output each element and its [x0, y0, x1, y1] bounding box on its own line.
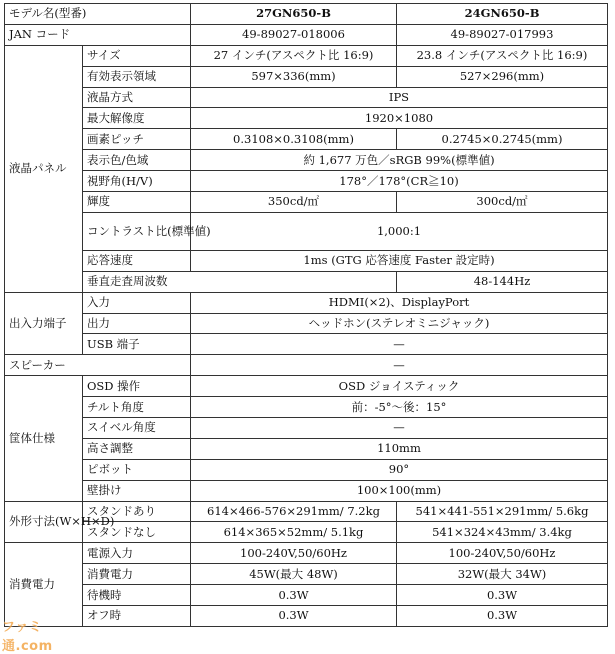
cell-shared: 48-144Hz [397, 271, 608, 292]
table-row [5, 129, 608, 150]
cell-a: 0.3W [191, 585, 397, 606]
table-row [5, 585, 608, 606]
group-label: 外形寸法(W×H×D) [5, 501, 83, 543]
table-row [5, 192, 608, 213]
group-label: 液晶パネル [5, 45, 83, 292]
table-row [5, 171, 608, 192]
cell-b: 23.8 インチ(アスペクト比 16:9) [397, 45, 608, 66]
row-label: 表示色/色域 [83, 150, 191, 171]
row-label: 垂直走査周波数 [83, 271, 397, 292]
cell-shared: OSD ジョイスティック [191, 376, 608, 397]
row-label: コントラスト比(標準値) [83, 212, 191, 250]
cell-shared: HDMI(×2)、DisplayPort [191, 292, 608, 313]
row-label: 待機時 [83, 585, 191, 606]
row-label: 電源入力 [83, 543, 191, 564]
row-label: JAN コード [5, 24, 191, 45]
table-row [5, 355, 608, 376]
table-row [5, 45, 608, 66]
model-b-header: 24GN650-B [397, 4, 608, 25]
model-label: モデル名(型番) [5, 4, 191, 25]
row-label: オフ時 [83, 606, 191, 627]
spec-table [4, 3, 608, 627]
row-label: 壁掛け [83, 480, 191, 501]
cell-b: 0.2745×0.2745(mm) [397, 129, 608, 150]
table-row [5, 543, 608, 564]
table-row [5, 87, 608, 108]
row-label: 応答速度 [83, 250, 191, 271]
row-label: 輝度 [83, 192, 191, 213]
table-row [5, 271, 608, 292]
cell-shared: 100×100(mm) [191, 480, 608, 501]
cell-shared: 110mm [191, 438, 608, 459]
row-label: USB 端子 [83, 334, 191, 355]
cell-b: 100-240V,50/60Hz [397, 543, 608, 564]
cell-shared: — [191, 355, 608, 376]
group-label: 筐体仕様 [5, 376, 83, 501]
cell-a: 614×466-576×291mm/ 7.2kg [191, 501, 397, 522]
table-row [5, 292, 608, 313]
table-row [5, 606, 608, 627]
cell-b: 300cd/㎡ [397, 192, 608, 213]
cell-b: 32W(最大 34W) [397, 564, 608, 585]
table-row [5, 438, 608, 459]
table-row [5, 334, 608, 355]
row-label: 液晶方式 [83, 87, 191, 108]
cell-b: 541×441-551×291mm/ 5.6kg [397, 501, 608, 522]
cell-shared: ヘッドホン(ステレオミニジャック) [191, 313, 608, 334]
table-row [5, 522, 608, 543]
row-label: 出力 [83, 313, 191, 334]
table-row [5, 150, 608, 171]
row-label: 有効表示領域 [83, 66, 191, 87]
row-label: 視野角(H/V) [83, 171, 191, 192]
row-label: 入力 [83, 292, 191, 313]
cell-a: 27 インチ(アスペクト比 16:9) [191, 45, 397, 66]
cell-shared: 1ms (GTG 応答速度 Faster 設定時) [191, 250, 608, 271]
table-row [5, 24, 608, 45]
cell-shared: 90° [191, 459, 608, 480]
row-label: 画素ピッチ [83, 129, 191, 150]
cell-a: 100-240V,50/60Hz [191, 543, 397, 564]
cell-a: 0.3108×0.3108(mm) [191, 129, 397, 150]
group-label: 消費電力 [5, 543, 83, 627]
table-row [5, 376, 608, 397]
cell-shared: — [191, 334, 608, 355]
cell-shared: — [191, 418, 608, 439]
row-label: スタンドあり [83, 501, 191, 522]
row-label: 最大解像度 [83, 108, 191, 129]
table-row [5, 480, 608, 501]
cell-shared: IPS [191, 87, 608, 108]
row-label: チルト角度 [83, 397, 191, 418]
table-row [5, 212, 608, 250]
table-row [5, 4, 608, 25]
cell-shared: 1,000:1 [191, 212, 608, 250]
cell-a: 0.3W [191, 606, 397, 627]
group-label: 出入力端子 [5, 292, 83, 355]
cell-b: 49-89027-017993 [397, 24, 608, 45]
row-label: サイズ [83, 45, 191, 66]
row-label: スイベル角度 [83, 418, 191, 439]
row-label: OSD 操作 [83, 376, 191, 397]
table-row [5, 313, 608, 334]
table-row [5, 66, 608, 87]
cell-shared: 約 1,677 万色／sRGB 99%(標準値) [191, 150, 608, 171]
cell-shared: 前：-5°～後：15° [191, 397, 608, 418]
row-label: スタンドなし [83, 522, 191, 543]
cell-a: 45W(最大 48W) [191, 564, 397, 585]
cell-shared: 1920×1080 [191, 108, 608, 129]
table-row [5, 418, 608, 439]
table-row [5, 564, 608, 585]
cell-b: 541×324×43mm/ 3.4kg [397, 522, 608, 543]
cell-a: 597×336(mm) [191, 66, 397, 87]
row-label: スピーカー [5, 355, 191, 376]
model-a-header: 27GN650-B [191, 4, 397, 25]
row-label: ピボット [83, 459, 191, 480]
table-row [5, 108, 608, 129]
row-label: 高さ調整 [83, 438, 191, 459]
cell-b: 0.3W [397, 606, 608, 627]
cell-a: 49-89027-018006 [191, 24, 397, 45]
table-row [5, 501, 608, 522]
table-row [5, 459, 608, 480]
cell-a: 614×365×52mm/ 5.1kg [191, 522, 397, 543]
cell-a: 350cd/㎡ [191, 192, 397, 213]
table-row [5, 250, 608, 271]
cell-b: 527×296(mm) [397, 66, 608, 87]
watermark-logo: ファミ通.com [2, 620, 53, 654]
cell-shared: 178°／178°(CR≧10) [191, 171, 608, 192]
table-row [5, 397, 608, 418]
row-label: 消費電力 [83, 564, 191, 585]
cell-b: 0.3W [397, 585, 608, 606]
